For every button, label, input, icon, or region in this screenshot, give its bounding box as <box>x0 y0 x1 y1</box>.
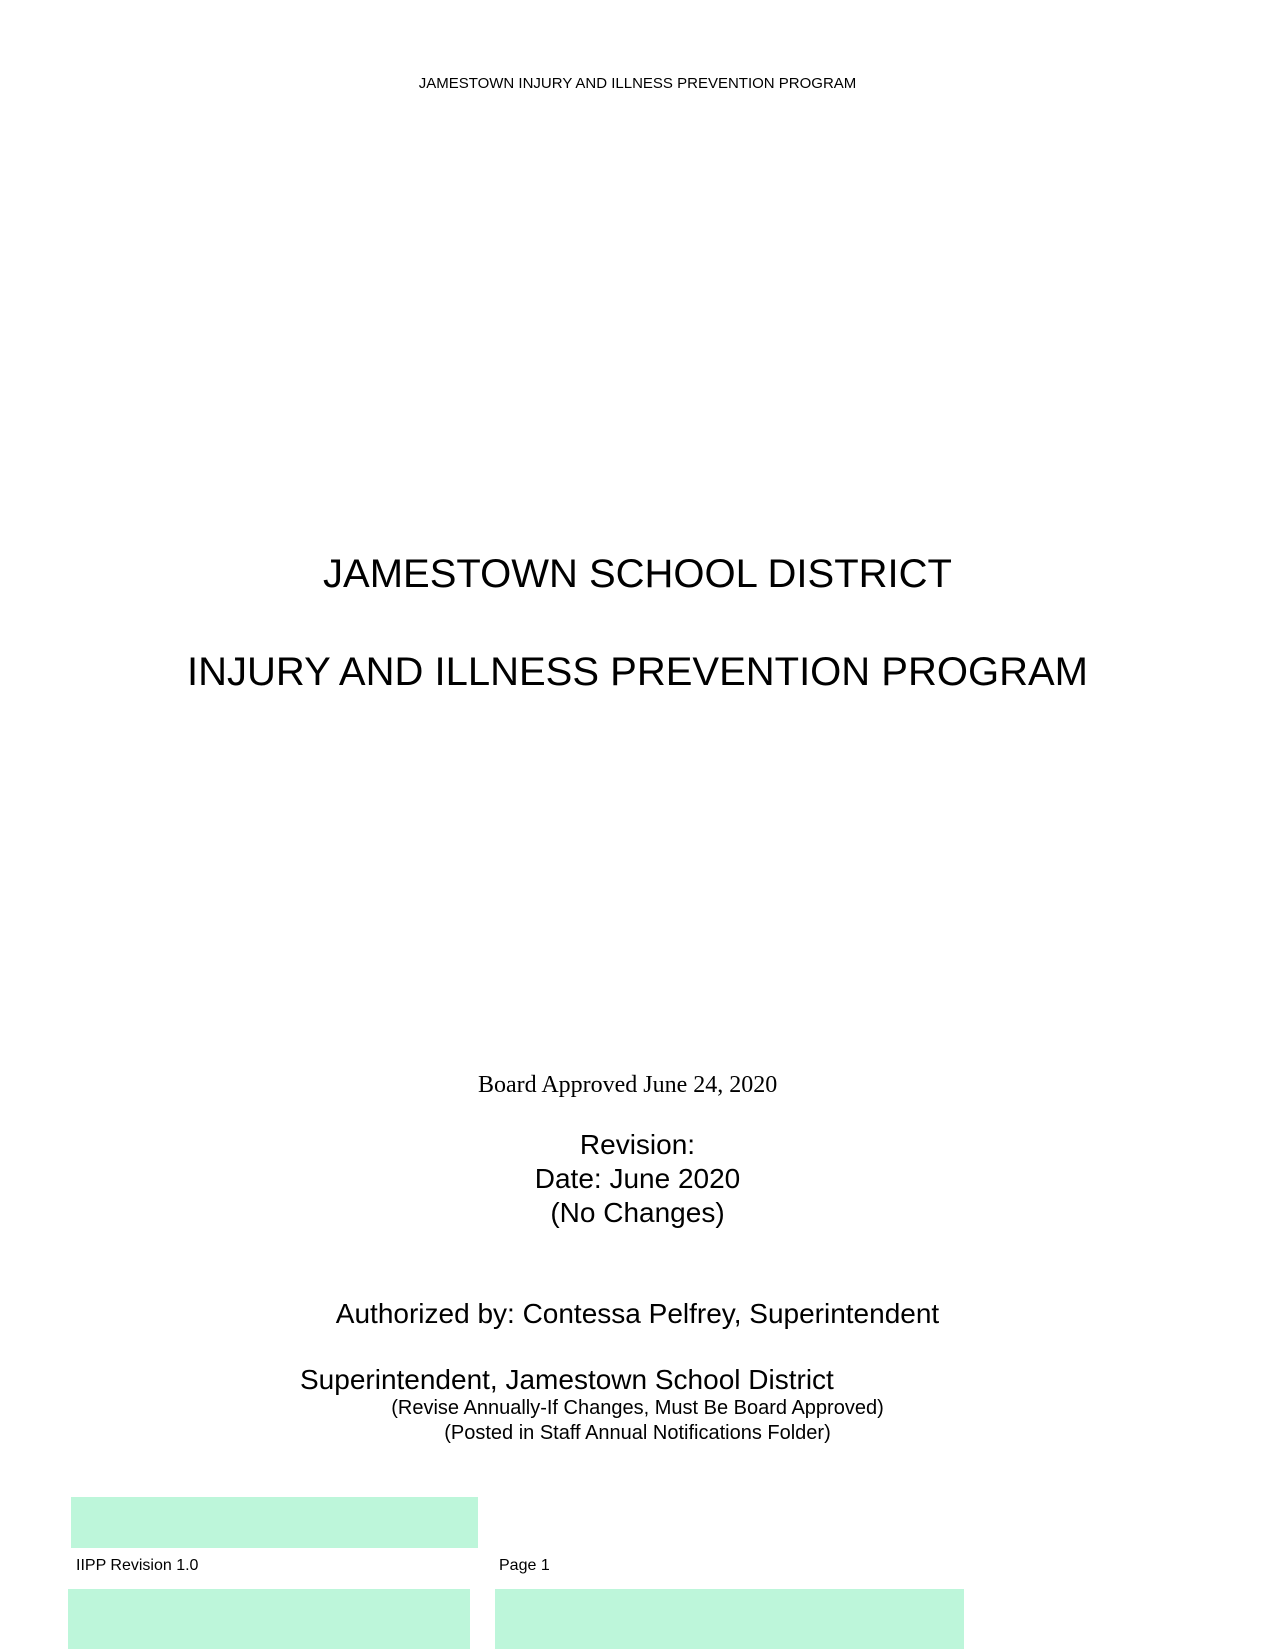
revision-changes: (No Changes) <box>550 1197 725 1228</box>
board-approved-date: Board Approved June 24, 2020 <box>478 1072 778 1098</box>
document-title-program: INJURY AND ILLNESS PREVENTION PROGRAM <box>187 650 1088 694</box>
authorized-by: Authorized by: Contessa Pelfrey, Superintendent <box>335 1298 940 1329</box>
highlight-block-bottom-left <box>68 1589 470 1649</box>
posting-note: (Posted in Staff Annual Notifications Folder) <box>444 1422 831 1444</box>
highlight-block-bottom-right <box>495 1589 964 1649</box>
revision-date: Date: June 2020 <box>534 1163 741 1194</box>
footer-revision: IIPP Revision 1.0 <box>76 1557 199 1574</box>
highlight-block-top-left <box>71 1497 478 1548</box>
superintendent-title: Superintendent, Jamestown School District <box>300 1364 834 1395</box>
document-title-district: JAMESTOWN SCHOOL DISTRICT <box>323 552 952 596</box>
revision-label: Revision: <box>579 1129 696 1160</box>
footer-page-number: Page 1 <box>499 1557 550 1574</box>
running-header: JAMESTOWN INJURY AND ILLNESS PREVENTION PROGRAM <box>418 75 857 92</box>
revision-note: (Revise Annually-If Changes, Must Be Board Approved) <box>391 1397 884 1419</box>
